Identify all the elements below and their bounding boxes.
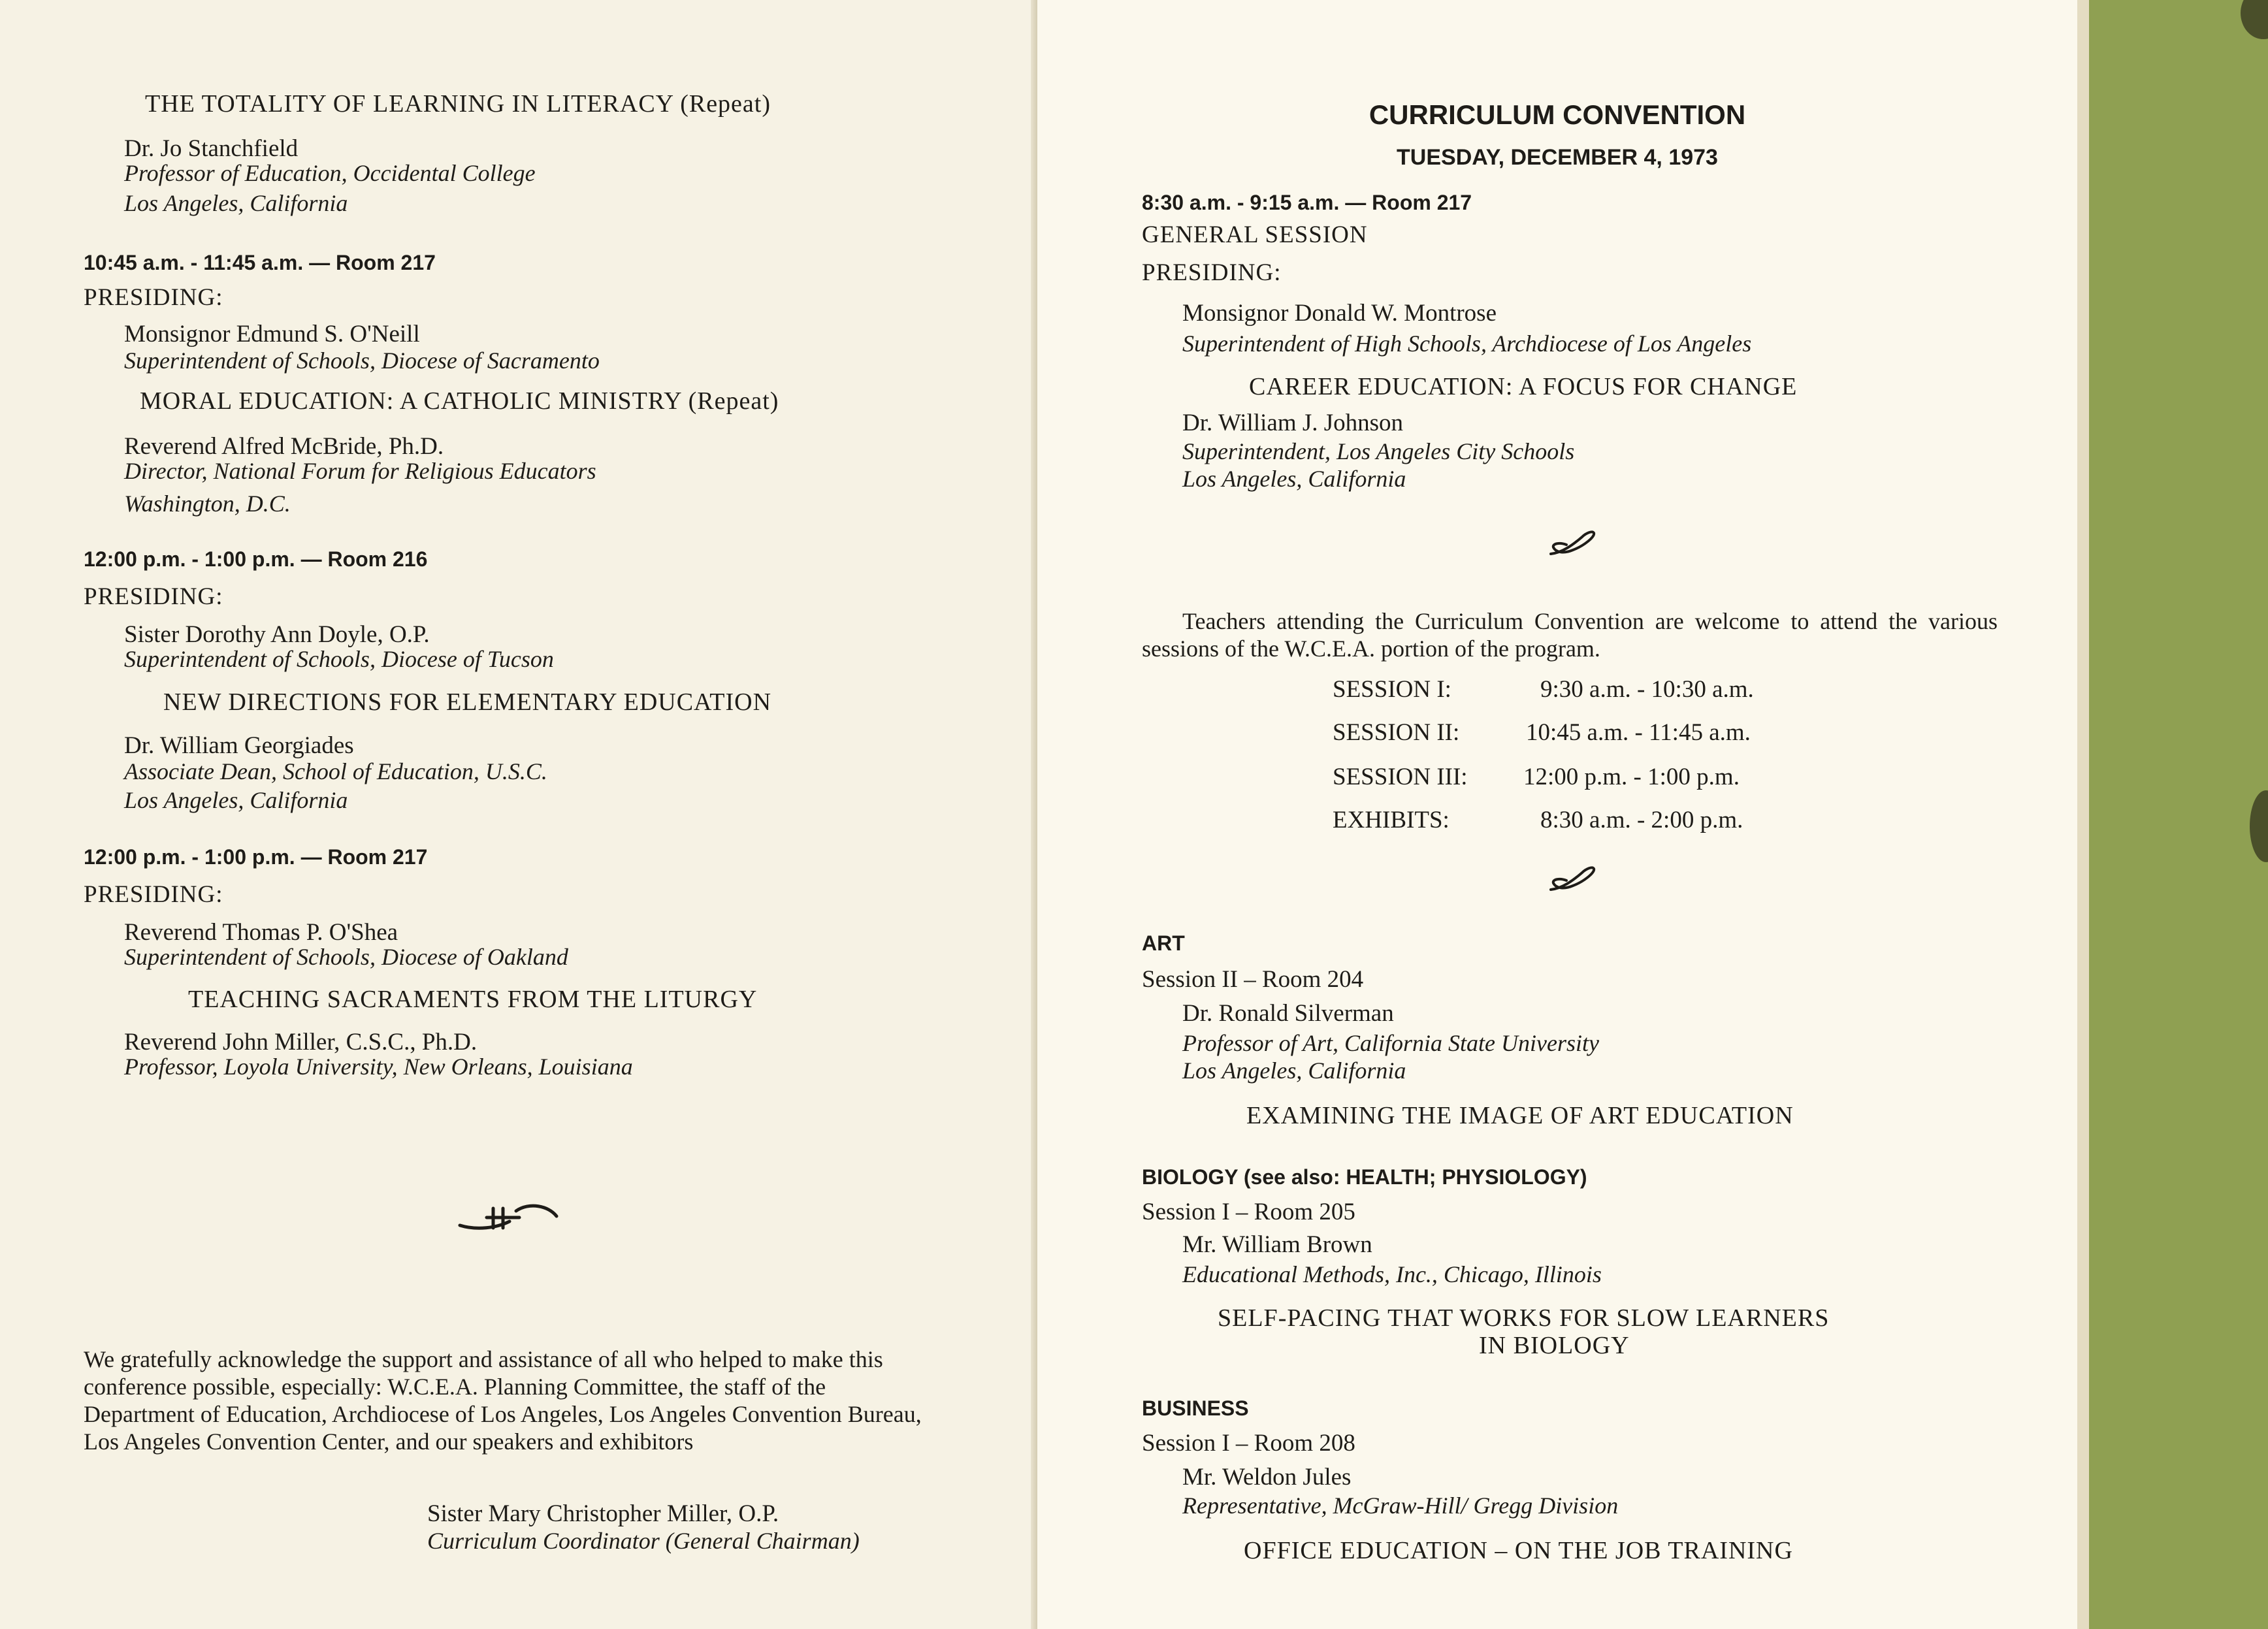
speaker-place: Washington, D.C. bbox=[124, 491, 291, 517]
presider-title: Superintendent of High Schools, Archdiocese of Los Angeles bbox=[1182, 331, 1752, 357]
session-title: OFFICE EDUCATION – ON THE JOB TRAINING bbox=[1244, 1537, 1793, 1564]
subject-heading-business: BUSINESS bbox=[1142, 1396, 1249, 1420]
speaker-title: Superintendent, Los Angeles City Schools bbox=[1182, 438, 1575, 464]
right-page bbox=[1037, 0, 2077, 1629]
speaker-name: Dr. William J. Johnson bbox=[1182, 410, 1404, 436]
session-room: Session I – Room 208 bbox=[1142, 1430, 1355, 1457]
schedule-label: SESSION III: bbox=[1333, 764, 1468, 790]
speaker-title: Professor, Loyola University, New Orleans, Louisiana bbox=[124, 1054, 633, 1080]
presider-title: Superintendent of Schools, Diocese of Tucson bbox=[124, 646, 554, 672]
session-title: THE TOTALITY OF LEARNING IN LITERACY (Repeat) bbox=[145, 90, 771, 118]
session-time: 12:00 p.m. - 1:00 p.m. — Room 217 bbox=[84, 845, 428, 869]
green-cover bbox=[2089, 0, 2268, 1629]
presider-name: Reverend Thomas P. O'Shea bbox=[124, 919, 398, 946]
schedule-label: SESSION I: bbox=[1333, 676, 1451, 703]
speaker-name: Dr. William Georgiades bbox=[124, 732, 354, 759]
decorative-flourish-icon bbox=[1547, 863, 1596, 894]
speaker-title: Professor of Art, California State University bbox=[1182, 1030, 1599, 1056]
speaker-title: Representative, McGraw-Hill/ Gregg Division bbox=[1182, 1492, 1619, 1519]
schedule-label: SESSION II: bbox=[1333, 719, 1460, 746]
session-title: EXAMINING THE IMAGE OF ART EDUCATION bbox=[1246, 1102, 1794, 1129]
session-title: CAREER EDUCATION: A FOCUS FOR CHANGE bbox=[1249, 373, 1798, 400]
session-time: 10:45 a.m. - 11:45 a.m. — Room 217 bbox=[84, 251, 436, 274]
cover-notch bbox=[2241, 0, 2268, 39]
decorative-flourish-icon bbox=[1547, 528, 1596, 558]
speaker-place: Los Angeles, California bbox=[124, 787, 348, 813]
acknowledgment-text: We gratefully acknowledge the support and assistance of all who helped to make this conference possible, especially: W.C.E.A. Planning Committee, the staff of the Department of Education, Archdiocese of Los Angeles, Los Angeles Convention Bureau, Los Angeles Convention Center, and our speakers and exhibitors bbox=[84, 1346, 922, 1455]
presider-name: Monsignor Donald W. Montrose bbox=[1182, 300, 1497, 327]
page-edge bbox=[2077, 0, 2089, 1629]
presider-name: Monsignor Edmund S. O'Neill bbox=[124, 321, 420, 347]
schedule-time: 10:45 a.m. - 11:45 a.m. bbox=[1526, 719, 1751, 746]
presiding-label: PRESIDING: bbox=[84, 881, 223, 908]
presider-title: Superintendent of Schools, Diocese of Sacramento bbox=[124, 347, 600, 374]
left-page bbox=[0, 0, 1037, 1629]
session-title: MORAL EDUCATION: A CATHOLIC MINISTRY (Repeat) bbox=[140, 387, 779, 415]
speaker-place: Los Angeles, California bbox=[1182, 1057, 1406, 1084]
speaker-name: Dr. Jo Stanchfield bbox=[124, 135, 299, 162]
session-title-line2: IN BIOLOGY bbox=[1479, 1332, 1630, 1359]
presiding-label: PRESIDING: bbox=[84, 583, 223, 610]
schedule-label: EXHIBITS: bbox=[1333, 807, 1450, 833]
speaker-name: Mr. William Brown bbox=[1182, 1231, 1372, 1258]
session-time: 12:00 p.m. - 1:00 p.m. — Room 216 bbox=[84, 547, 428, 571]
schedule-time: 9:30 a.m. - 10:30 a.m. bbox=[1540, 676, 1754, 703]
speaker-name: Reverend Alfred McBride, Ph.D. bbox=[124, 433, 444, 460]
page-title: CURRICULUM CONVENTION bbox=[1369, 99, 1746, 130]
speaker-place: Los Angeles, California bbox=[124, 190, 348, 216]
session-title: NEW DIRECTIONS FOR ELEMENTARY EDUCATION bbox=[163, 688, 772, 716]
speaker-place: Los Angeles, California bbox=[1182, 466, 1406, 492]
session-room: Session I – Room 205 bbox=[1142, 1199, 1355, 1225]
speaker-name: Dr. Ronald Silverman bbox=[1182, 1000, 1394, 1027]
decorative-flourish-icon bbox=[457, 1202, 562, 1234]
presiding-label: PRESIDING: bbox=[84, 284, 223, 311]
signer-title: Curriculum Coordinator (General Chairman) bbox=[427, 1528, 860, 1554]
notice-text: Teachers attending the Curriculum Convention are welcome to attend the various sessions of the W.C.E.A. portion of the program. bbox=[1142, 608, 1998, 662]
presider-name: Sister Dorothy Ann Doyle, O.P. bbox=[124, 621, 430, 648]
session-title: TEACHING SACRAMENTS FROM THE LITURGY bbox=[188, 986, 758, 1013]
session-time: 8:30 a.m. - 9:15 a.m. — Room 217 bbox=[1142, 191, 1472, 214]
session-title: SELF-PACING THAT WORKS FOR SLOW LEARNERS bbox=[1218, 1304, 1830, 1332]
presider-title: Superintendent of Schools, Diocese of Oakland bbox=[124, 944, 568, 970]
session-room: Session II – Room 204 bbox=[1142, 966, 1364, 993]
signer-name: Sister Mary Christopher Miller, O.P. bbox=[427, 1500, 779, 1527]
speaker-title: Director, National Forum for Religious Educators bbox=[124, 458, 596, 484]
presiding-label: PRESIDING: bbox=[1142, 259, 1282, 286]
speaker-title: Associate Dean, School of Education, U.S.C. bbox=[124, 758, 547, 784]
speaker-name: Mr. Weldon Jules bbox=[1182, 1464, 1352, 1491]
convention-date: TUESDAY, DECEMBER 4, 1973 bbox=[1397, 145, 1718, 170]
speaker-title: Educational Methods, Inc., Chicago, Illinois bbox=[1182, 1261, 1602, 1287]
schedule-time: 12:00 p.m. - 1:00 p.m. bbox=[1523, 764, 1740, 790]
general-session-label: GENERAL SESSION bbox=[1142, 221, 1368, 248]
speaker-name: Reverend John Miller, C.S.C., Ph.D. bbox=[124, 1029, 478, 1056]
subject-heading-biology: BIOLOGY (see also: HEALTH; PHYSIOLOGY) bbox=[1142, 1165, 1587, 1189]
cover-notch bbox=[2250, 790, 2268, 862]
schedule-time: 8:30 a.m. - 2:00 p.m. bbox=[1540, 807, 1743, 833]
subject-heading-art: ART bbox=[1142, 931, 1185, 955]
speaker-title: Professor of Education, Occidental College bbox=[124, 160, 536, 186]
